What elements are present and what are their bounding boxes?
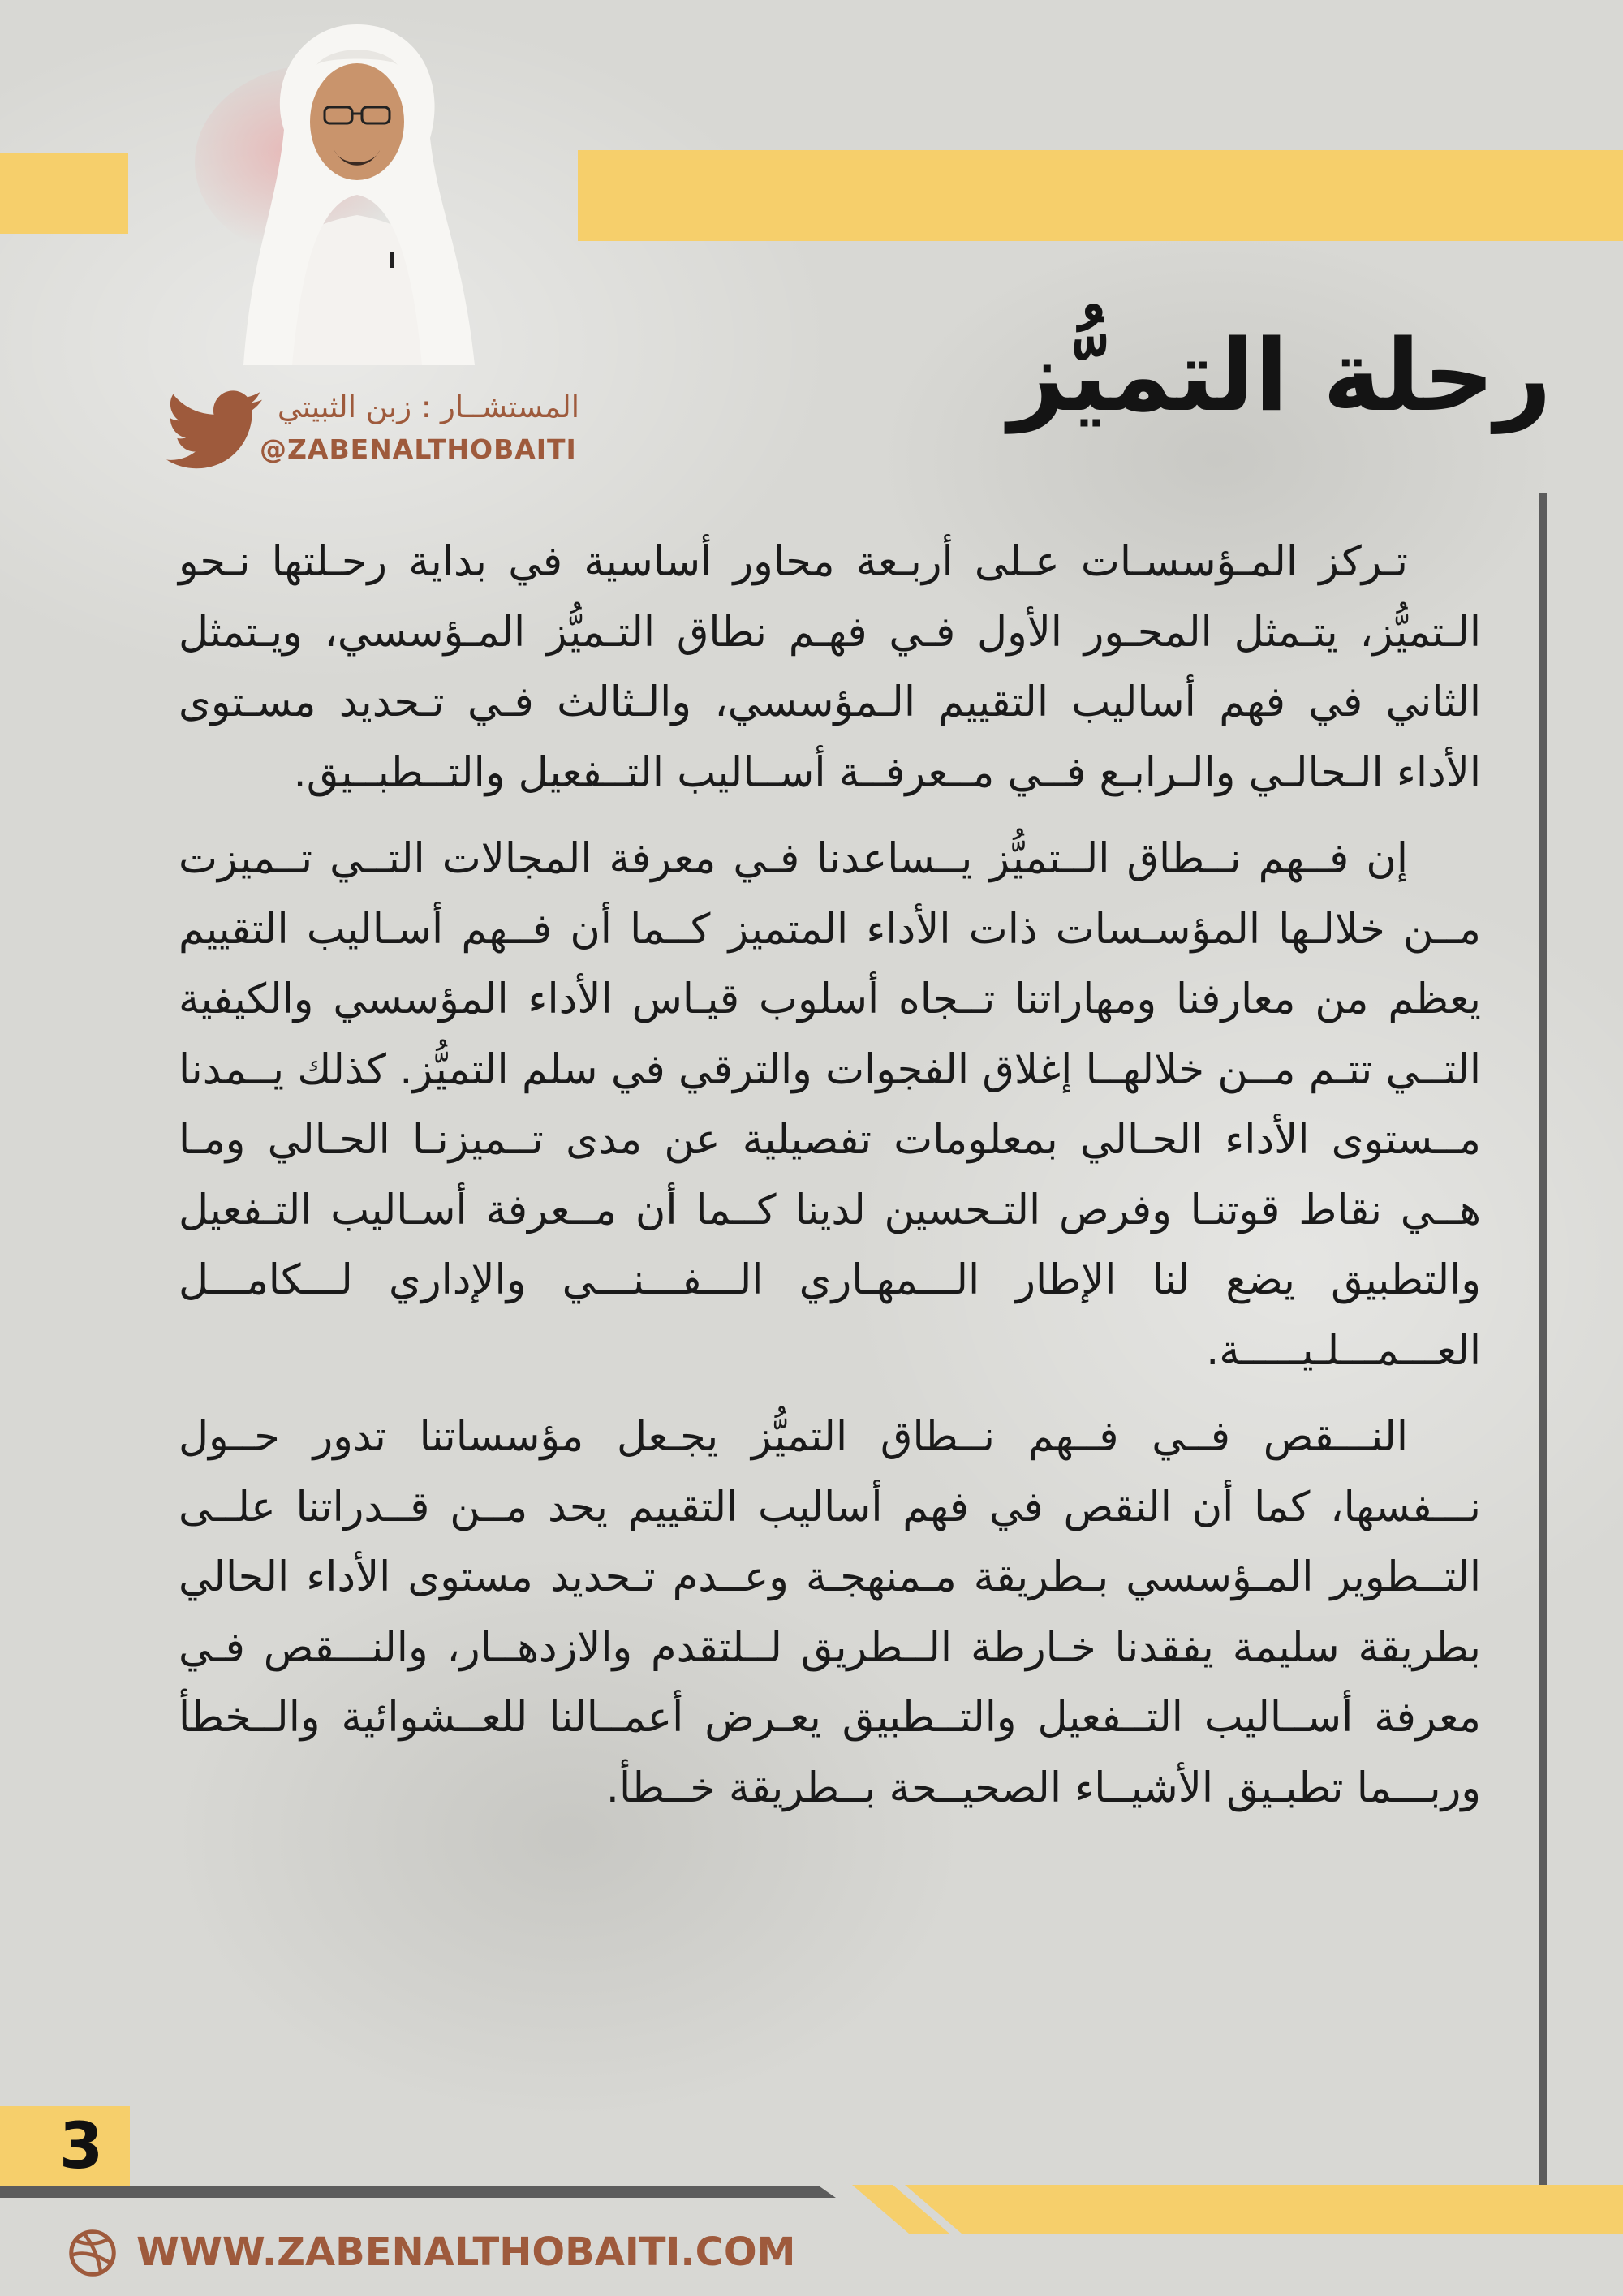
article-body bbox=[179, 528, 1481, 1840]
top-left-accent-bar bbox=[0, 153, 128, 234]
twitter-bird-icon bbox=[166, 390, 262, 471]
page-number: 3 bbox=[58, 2110, 104, 2183]
author-portrait bbox=[195, 8, 519, 365]
top-right-accent-bar bbox=[578, 150, 1623, 241]
content-vertical-rule bbox=[1539, 493, 1547, 2186]
dribbble-globe-icon bbox=[68, 2229, 117, 2277]
paragraph-2: إن فــهم نــطاق الــتميُّز يــساعدنا فـي معرفة المجالات التــي تــميزت مــن خلالـها المؤسـسات ذات الأداء المتميز كــما أن فــهم أسـاليب التقييم يعظم من معارفنا ومهاراتنا تــجاه أسلوب قيـاس الأداء المؤسسي والكيفية التــي تتـم مــن خلالهــا إغلاق الفجوات والترقي في سلم التميُّز. كذلك يــمدنا مــستوى الأداء الحـالي بمعلومات تفصيلية عن مدى تــميزنـا الحـالي ومـا هــي نقاط قوتنـا وفرص التـحسين لدينا كــما أن مــعرفة أسـاليب التـفعيل والتطبيق يضع لنا الإطار الـــمهـاري الـــفـــنـــي والإداري لـــكامـــل العـــمـــلـيـــــة. bbox=[179, 835, 1481, 1375]
paragraph-3: النـــقص فــي فــهم نــطاق التميُّز يجـعل مؤسساتنا تدور حــول نـــفسها، كما أن النقص في فهم أساليب التقييم يحد مــن قــدراتنا علــى التــطوير المـؤسسي بـطريقة مـمنهجـة وعــدم تـحديد مستوى الأداء الحالي بطريقة سليمة يفقدنا خـارطة الــطريق لــلتقدم والازدهــار، والنـــقص فـي معرفة أســاليب التــفعيل والتــطبيق يعـرض أعمــالنا للعــشوائية والــخطأ وربـــما تطبـيق الأشيــاء الصحيــحة بــطريقة خــطأ. bbox=[179, 1413, 1481, 1812]
twitter-handle[interactable]: @ZABENALTHOBAITI bbox=[260, 433, 577, 465]
website-link[interactable]: WWW.ZABENALTHOBAITI.COM bbox=[136, 2229, 796, 2275]
page-title: رحلة التميُّز bbox=[1008, 318, 1552, 433]
author-name: المستشــار : زبن الثبيتي bbox=[277, 390, 579, 424]
paragraph-1: تـركز المـؤسسـات عـلى أربـعة محاور أساسية في بداية رحـلتها نـحو الـتميُّز، يتـمثل المحـور الأول فـي فهـم نطاق التـميُّز المـؤسسي، ويـتمثل الثاني في فهم أساليب التقييم الـمؤسسي، والـثالث فـي تـحديد مسـتوى الأداء الـحالـي والـرابـع فــي مــعرفــة أســاليب التــفعيل والتــطبــيق. bbox=[179, 538, 1481, 797]
